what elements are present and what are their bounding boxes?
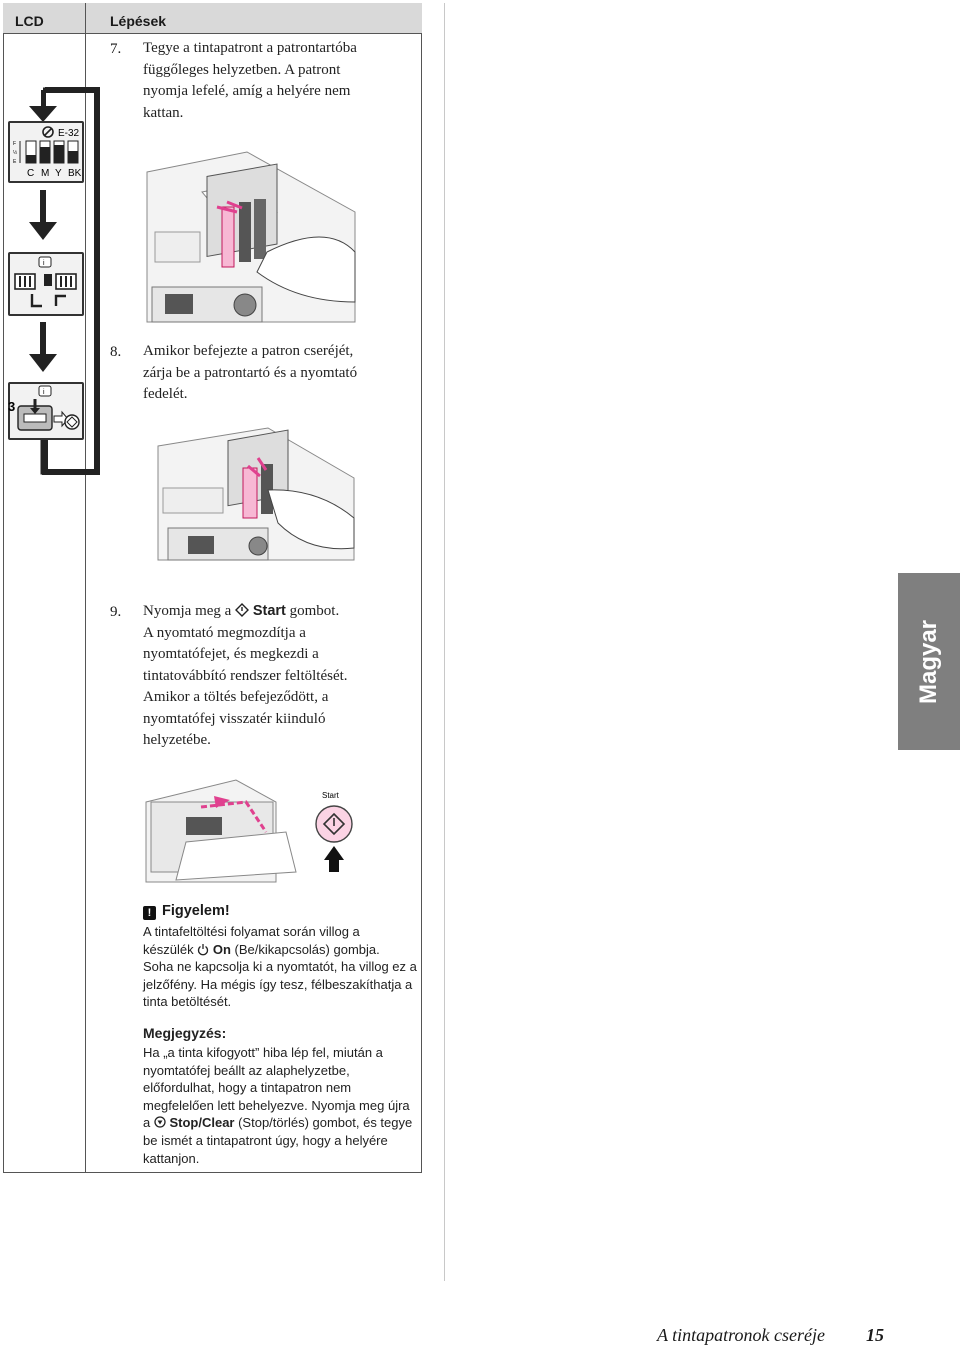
step-9-number: 9. <box>110 604 122 620</box>
steps-column-header: Lépések <box>110 13 167 29</box>
svg-text:i: i <box>43 389 45 396</box>
step-7-text: Tegye a tintapatront a patrontartóba függőleges helyzetben. A patront nyomja lefelé, amíg a helyére nem kattan. <box>143 40 357 121</box>
stop-clear-label: Stop/Clear <box>169 1115 235 1131</box>
warning-icon: ! <box>143 906 156 920</box>
ink-label-y: Y <box>55 168 62 179</box>
column-divider <box>85 3 86 1173</box>
table-header <box>3 3 422 34</box>
power-icon <box>197 943 209 955</box>
step-9-text: A nyomtató megmozdítja a nyomtatófejet, és megkezdi a tintatovábbító rendszer feltöltését. Amikor a töltés befejeződött, a nyomtatófej visszatér kiinduló helyzetébe. <box>143 624 348 748</box>
svg-text:E: E <box>13 159 17 165</box>
cartridge-insert-illustration <box>147 152 355 322</box>
start-illustration-label: Start <box>322 791 339 800</box>
down-arrow-icon <box>29 354 57 372</box>
stop-clear-icon <box>154 1116 166 1128</box>
page-number: 15 <box>866 1325 884 1345</box>
on-button-label: On <box>212 941 231 957</box>
cartridge-press-illustration <box>158 428 354 560</box>
svg-text:½: ½ <box>13 150 18 156</box>
lcd-panel-cartridge-install <box>8 252 84 316</box>
warning-text: A tintafeltöltési folyamat során villog a készülék On (Be/kikapcsolás) gombja. Soha ne kapcsolja ki a nyomtatót, ha villog ez a jelzőfény. Ha mégis így tesz, félbeszakíthatja a tinta betöltését. <box>143 924 417 1010</box>
close-cover-graphic <box>10 384 82 438</box>
info-bubble-icon <box>39 257 51 267</box>
ink-label-c: C <box>27 168 35 179</box>
lcd-column-header: LCD <box>15 13 44 29</box>
down-arrow-icon <box>29 222 57 240</box>
lcd-error-code: E-32 <box>58 128 80 139</box>
info-bubble-icon <box>39 386 51 396</box>
lcd-panel-close-cover <box>8 382 84 440</box>
footer-section-title: A tintapatronok cseréje <box>657 1325 825 1345</box>
note-title: Megjegyzés: <box>143 1025 227 1041</box>
warning-title: ! Figyelem! <box>143 903 230 920</box>
step-8-text: Amikor befejezte a patron cseréjét, zárja be a patrontartó és a nyomtató fedelét. <box>143 343 358 402</box>
step-7-number: 7. <box>110 41 122 57</box>
ink-label-m: M <box>41 168 50 179</box>
start-button-label: Start <box>252 603 286 619</box>
ink-label-bk: BK <box>68 168 82 179</box>
press-start-illustration <box>146 772 378 890</box>
language-tab <box>898 573 960 750</box>
down-arrow-icon <box>29 106 57 122</box>
svg-text:i: i <box>43 260 45 267</box>
lcd-panel-ink-levels <box>8 121 84 183</box>
step-8-number: 8. <box>110 344 122 360</box>
language-tab-label: Magyar <box>915 619 942 704</box>
note-text: Ha „a tinta kifogyott” hiba lép fel, miután a nyomtatófej beállt az alaphelyzetbe, előfordulhat, hogy a tintapatron nem megfelelően lett behelyezve. Nyomja meg újra a Stop/Clear (Stop/törlés) gombot, és tegye be ismét a tintapatront úgy, hogy a helyére kattanjon. <box>143 1045 413 1166</box>
cartridge-install-graphic <box>10 254 82 314</box>
margin-rule <box>444 3 445 1281</box>
svg-text:F: F <box>13 141 17 147</box>
ink-level-graphic <box>10 123 82 181</box>
start-diamond-icon <box>235 603 249 617</box>
step-9-first-line: Nyomja meg a Start gombot. <box>143 603 340 619</box>
lcd-step-number: 3 <box>8 399 16 414</box>
